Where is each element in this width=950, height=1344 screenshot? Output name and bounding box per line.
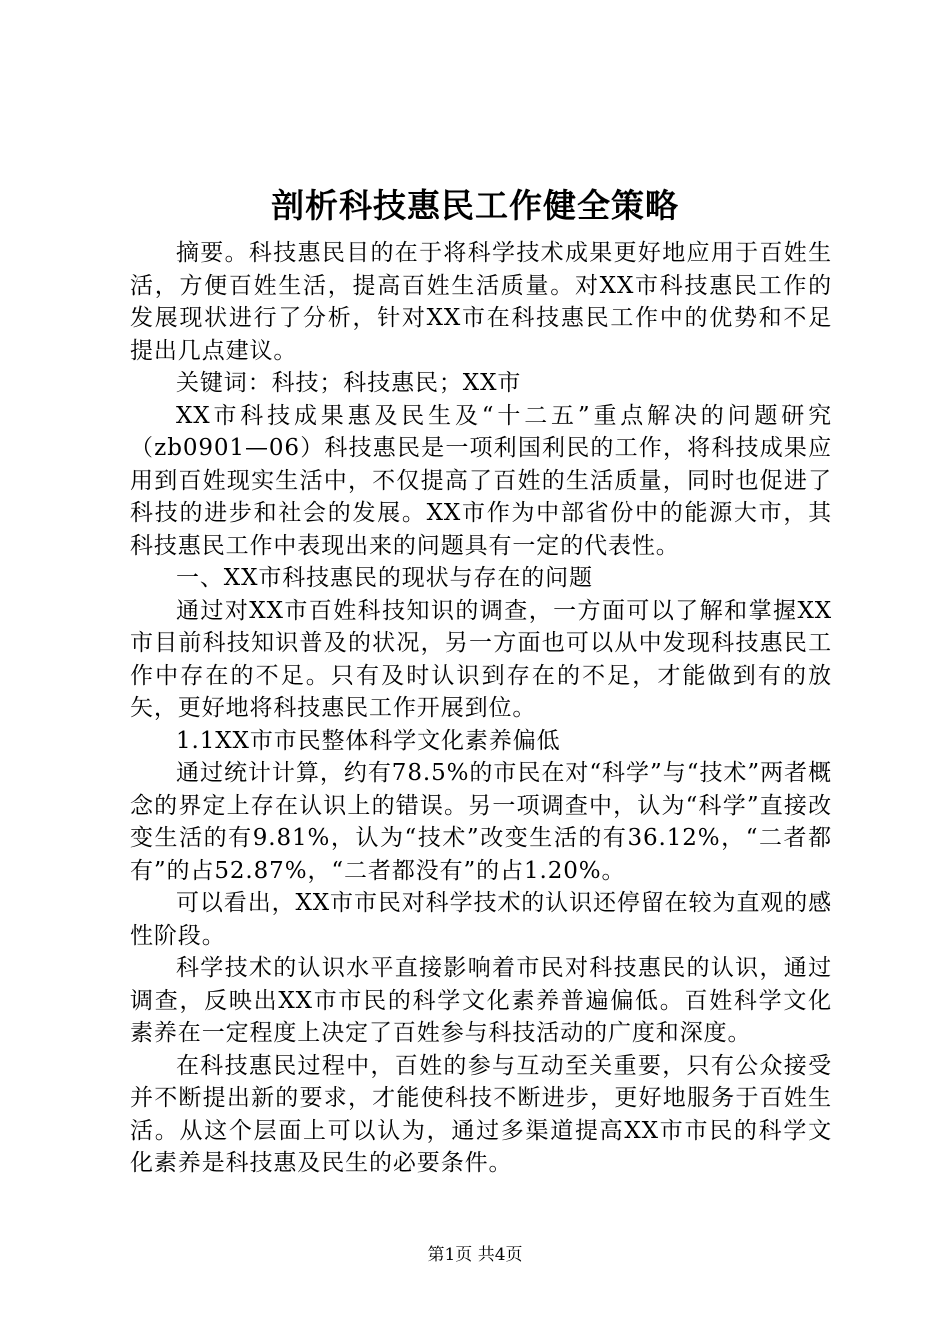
body-paragraph: 在科技惠民过程中，百姓的参与互动至关重要，只有公众接受并不断提出新的要求，才能使科技不断进步，更好地服务于百姓生活。从这个层面上可以认为，通过多渠道提高XX市市民的科学文化素养是科技惠及民生的必要条件。	[130, 1052, 832, 1176]
intro-paragraph: XX市科技成果惠及民生及“十二五”重点解决的问题研究（zb0901—06）科技惠民是一项利国利民的工作，将科技成果应用到百姓现实生活中，不仅提高了百姓的生活质量，同时也促进了科技的进步和社会的发展。XX市作为中部省份中的能源大市，其科技惠民工作中表现出来的问题具有一定的代表性。	[130, 402, 832, 559]
section-heading-1: 一、XX市科技惠民的现状与存在的问题	[176, 565, 593, 591]
subsection-heading-1-1: 1.1XX市市民整体科学文化素养偏低	[176, 727, 561, 754]
document-body	[130, 237, 832, 1180]
body-paragraph: 可以看出，XX市市民对科学技术的认识还停留在较为直观的感性阶段。	[130, 890, 832, 949]
body-paragraph: 通过对XX市百姓科技知识的调查，一方面可以了解和掌握XX市目前科技知识普及的状况，另一方面也可以从中发现科技惠民工作中存在的不足。只有及时认识到存在的不足，才能做到有的放矢，更好地将科技惠民工作开展到位。	[130, 597, 832, 721]
keywords-paragraph: 关键词：科技；科技惠民；XX市	[176, 370, 522, 396]
body-paragraph: 科学技术的认识水平直接影响着市民对科技惠民的认识，通过调查，反映出XX市市民的科学文化素养普遍偏低。百姓科学文化素养在一定程度上决定了百姓参与科技活动的广度和深度。	[130, 955, 832, 1046]
document-title: 剖析科技惠民工作健全策略	[271, 186, 679, 225]
abstract-paragraph: 摘要。科技惠民目的在于将科学技术成果更好地应用于百姓生活，方便百姓生活，提高百姓生活质量。对XX市科技惠民工作的发展现状进行了分析，针对XX市在科技惠民工作中的优势和不足提出几点建议。	[130, 240, 832, 364]
body-paragraph: 通过统计计算，约有78.5%的市民在对“科学”与“技术”两者概念的界定上存在认识上的错误。另一项调查中，认为“科学”直接改变生活的有9.81%，认为“技术”改变生活的有36.12%，“二者都有”的占52.87%，“二者都没有”的占1.20%。	[130, 760, 832, 884]
page-footer: 第1页 共4页	[427, 1245, 523, 1265]
